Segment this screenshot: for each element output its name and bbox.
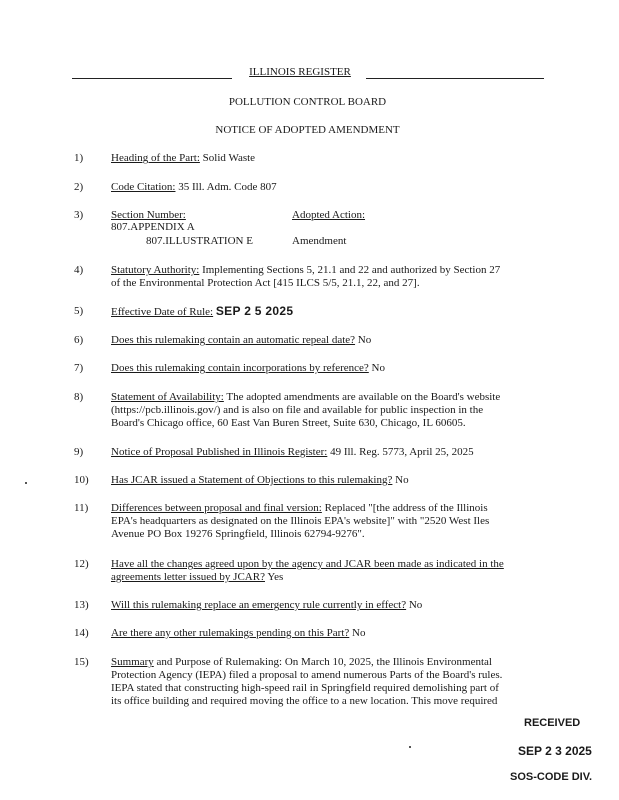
- effective-date-label: Effective Date of Rule:: [111, 306, 214, 318]
- adopted-action-value: Amendment: [292, 235, 347, 247]
- repeal-date-answer: No: [357, 334, 372, 346]
- availability-line-2: (https://pcb.illinois.gov/) and is also on file and available for public inspection in the: [111, 404, 484, 416]
- statutory-authority-line-2: of the Environmental Protection Act [415 ILCS 5/5, 21.1, 22, and 27].: [111, 277, 420, 289]
- item-number: 3): [74, 209, 84, 221]
- availability-text: The adopted amendments are available on the Board's website: [226, 391, 501, 403]
- section-number-label: Section Number:: [111, 209, 186, 221]
- item-number: 10): [74, 474, 89, 486]
- summary-line-3: IEPA stated that constructing high-speed rail in Springfield required demolishing part of: [111, 682, 499, 694]
- notice-of-proposal-row: [111, 446, 474, 459]
- notice-of-proposal-label: Notice of Proposal Published in Illinois Register:: [111, 446, 328, 458]
- repeal-date-question: Does this rulemaking contain an automatic repeal date?: [111, 334, 356, 346]
- item-number: 15): [74, 656, 89, 668]
- notice-of-proposal-value: 49 Ill. Reg. 5773, April 25, 2025: [330, 446, 474, 458]
- item-number: 2): [74, 181, 84, 193]
- board-title: POLLUTION CONTROL BOARD: [228, 96, 387, 108]
- differences-line-3: Avenue PO Box 19276 Springfield, Illinois 62794-9276".: [111, 528, 365, 540]
- item-number: 9): [74, 446, 84, 458]
- differences-line-1: [111, 502, 488, 515]
- item-number: 11): [74, 502, 89, 514]
- code-citation-label: Code Citation:: [111, 181, 176, 193]
- summary-line-1: [111, 656, 492, 669]
- item-2-text: [111, 181, 277, 194]
- differences-label: Differences between proposal and final version:: [111, 502, 322, 514]
- item-number: 6): [74, 334, 84, 346]
- item-number: 13): [74, 599, 89, 611]
- summary-line-4: its office building and required moving the office to a new location. This move required: [111, 695, 498, 707]
- item-1-text: [111, 152, 255, 165]
- statutory-authority-text: Implementing Sections 5, 21.1 and 22 and authorized by Section 27: [202, 264, 501, 276]
- statutory-authority-label: Statutory Authority:: [111, 264, 200, 276]
- section-illustration-e: 807.ILLUSTRATION E: [146, 235, 253, 247]
- code-citation-value: 35 Ill. Adm. Code 807: [178, 181, 277, 193]
- incorporations-question: Does this rulemaking contain incorporations by reference?: [111, 362, 369, 374]
- item-number: 7): [74, 362, 84, 374]
- jcar-changes-answer: Yes: [267, 571, 284, 583]
- statutory-authority-line-1: [111, 264, 500, 277]
- received-stamp-label: RECEIVED: [524, 717, 581, 729]
- emergency-rule-answer: No: [408, 599, 423, 611]
- header-rule-left: [72, 78, 232, 79]
- heading-value: Solid Waste: [202, 152, 256, 164]
- availability-line-3: Board's Chicago office, 60 East Van Buren Street, Suite 630, Chicago, IL 60605.: [111, 417, 466, 429]
- header-rule-right: [366, 78, 544, 79]
- differences-line-2: EPA's headquarters as designated on the Illinois EPA's website]" with "2520 West Iles: [111, 515, 490, 527]
- item-number: 14): [74, 627, 89, 639]
- item-number: 4): [74, 264, 84, 276]
- effective-date-row: [111, 305, 293, 319]
- stray-mark: [409, 746, 411, 748]
- jcar-objections-question: Has JCAR issued a Statement of Objections to this rulemaking?: [111, 474, 393, 486]
- item-number: 1): [74, 152, 84, 164]
- item-number: 12): [74, 558, 89, 570]
- received-stamp-date: SEP 2 3 2025: [518, 744, 592, 758]
- emergency-rule-row: [111, 599, 422, 612]
- jcar-changes-line-2: [111, 571, 283, 584]
- summary-label: Summary: [111, 656, 154, 668]
- item-number: 5): [74, 305, 84, 317]
- jcar-objections-row: [111, 474, 409, 487]
- adopted-action-label: Adopted Action:: [292, 209, 366, 221]
- margin-mark: [25, 482, 27, 484]
- pending-rulemakings-row: [111, 627, 365, 640]
- summary-text: On March 10, 2025, the Illinois Environmental: [284, 656, 492, 668]
- jcar-changes-line-1: Have all the changes agreed upon by the agency and JCAR been made as indicated in the: [111, 558, 504, 570]
- incorporations-row: [111, 362, 385, 375]
- summary-label-rest: and Purpose of Rulemaking:: [156, 656, 283, 668]
- differences-text: Replaced "[the address of the Illinois: [324, 502, 488, 514]
- emergency-rule-question: Will this rulemaking replace an emergency rule currently in effect?: [111, 599, 407, 611]
- availability-line-1: [111, 391, 500, 404]
- incorporations-answer: No: [371, 362, 385, 374]
- effective-date-stamp: SEP 2 5 2025: [215, 304, 294, 318]
- register-title: ILLINOIS REGISTER: [249, 66, 351, 78]
- pending-rulemakings-answer: No: [352, 627, 366, 639]
- availability-label: Statement of Availability:: [111, 391, 224, 403]
- heading-label: Heading of the Part:: [111, 152, 200, 164]
- pending-rulemakings-question: Are there any other rulemakings pending on this Part?: [111, 627, 350, 639]
- repeal-date-row: [111, 334, 371, 347]
- jcar-changes-question: agreements letter issued by JCAR?: [111, 571, 265, 583]
- section-appendix-a: 807.APPENDIX A: [111, 221, 195, 233]
- notice-title: NOTICE OF ADOPTED AMENDMENT: [215, 124, 400, 136]
- jcar-objections-answer: No: [395, 474, 409, 486]
- received-stamp-division: SOS-CODE DIV.: [510, 771, 593, 783]
- summary-line-2: Protection Agency (IEPA) filed a proposal to amend numerous Parts of the Board's rules.: [111, 669, 503, 681]
- item-number: 8): [74, 391, 84, 403]
